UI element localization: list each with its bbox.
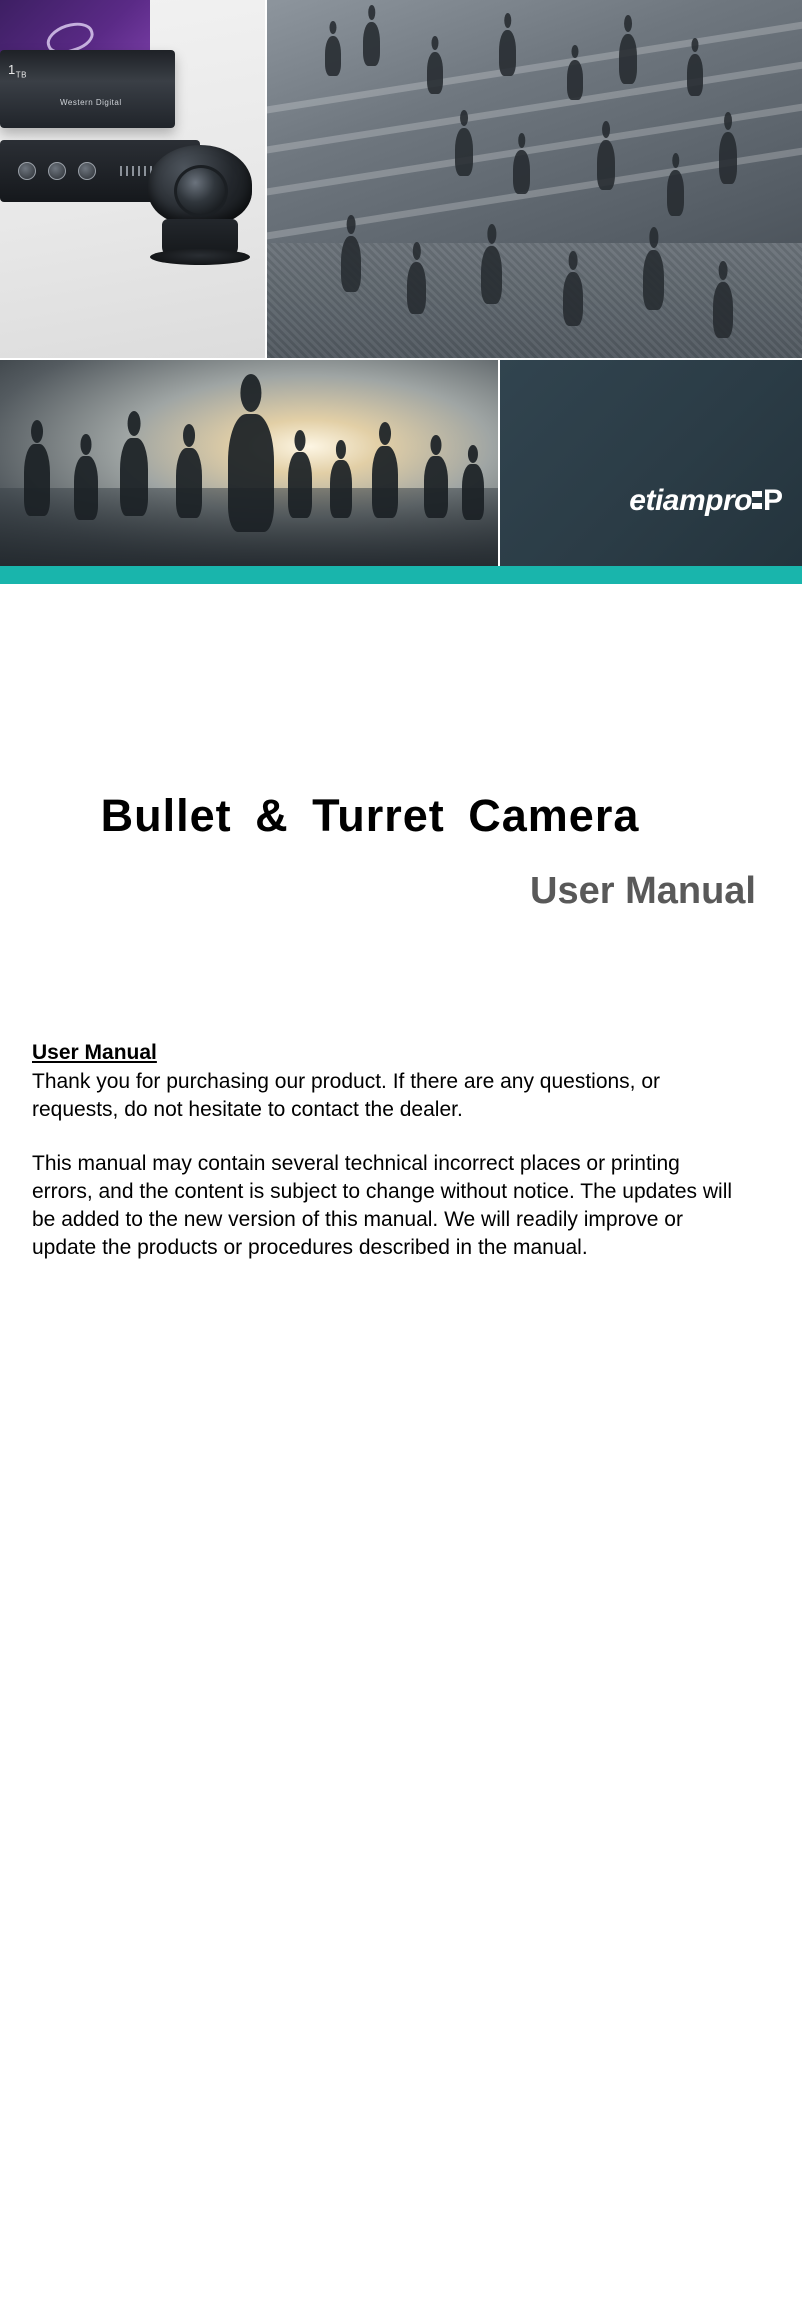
recorder-port-icon <box>48 162 66 180</box>
recorder-port-icon <box>78 162 96 180</box>
hard-drive-capacity-label: $1_{TB}$ <box>8 62 27 80</box>
recorder-port-icon <box>18 162 36 180</box>
intro-paragraph-1: Thank you for purchasing our product. If there are any questions, or requests, do not hesitate to contact the dealer. <box>32 1070 661 1122</box>
intro-paragraph-2: This manual may contain several technical incorrect places or printing errors, and the content is subject to change without notice. The updates will be added to the new version of this manual. We will readily improve or update the products or procedures described in the manual. <box>32 1152 733 1259</box>
etiampro-ip-logo <box>500 484 784 518</box>
brand-suffix-text: P <box>762 484 784 517</box>
hard-drive-unit <box>0 50 175 128</box>
turret-camera-unit <box>140 145 260 270</box>
camera-product-photo <box>0 0 265 358</box>
page-subtitle: User Manual <box>530 869 756 912</box>
people-on-steps-photo <box>267 0 802 358</box>
brand-name-text: etiampro <box>629 484 752 517</box>
street-crowd-photo <box>0 360 498 566</box>
intro-section <box>32 1040 744 1262</box>
page-title: Bullet & Turret Camera <box>100 790 640 842</box>
logo-dots-icon <box>752 488 763 514</box>
hard-drive-capacity-unit: TB <box>15 70 27 80</box>
hard-drive-brand-label: Western Digital <box>60 98 122 107</box>
camera-lens-icon <box>174 165 228 217</box>
camera-mount-foot <box>150 249 250 265</box>
intro-heading: User Manual <box>32 1041 157 1064</box>
brand-panel <box>500 360 802 566</box>
accent-divider-bar <box>0 566 802 584</box>
cover-image-collage <box>0 0 802 566</box>
